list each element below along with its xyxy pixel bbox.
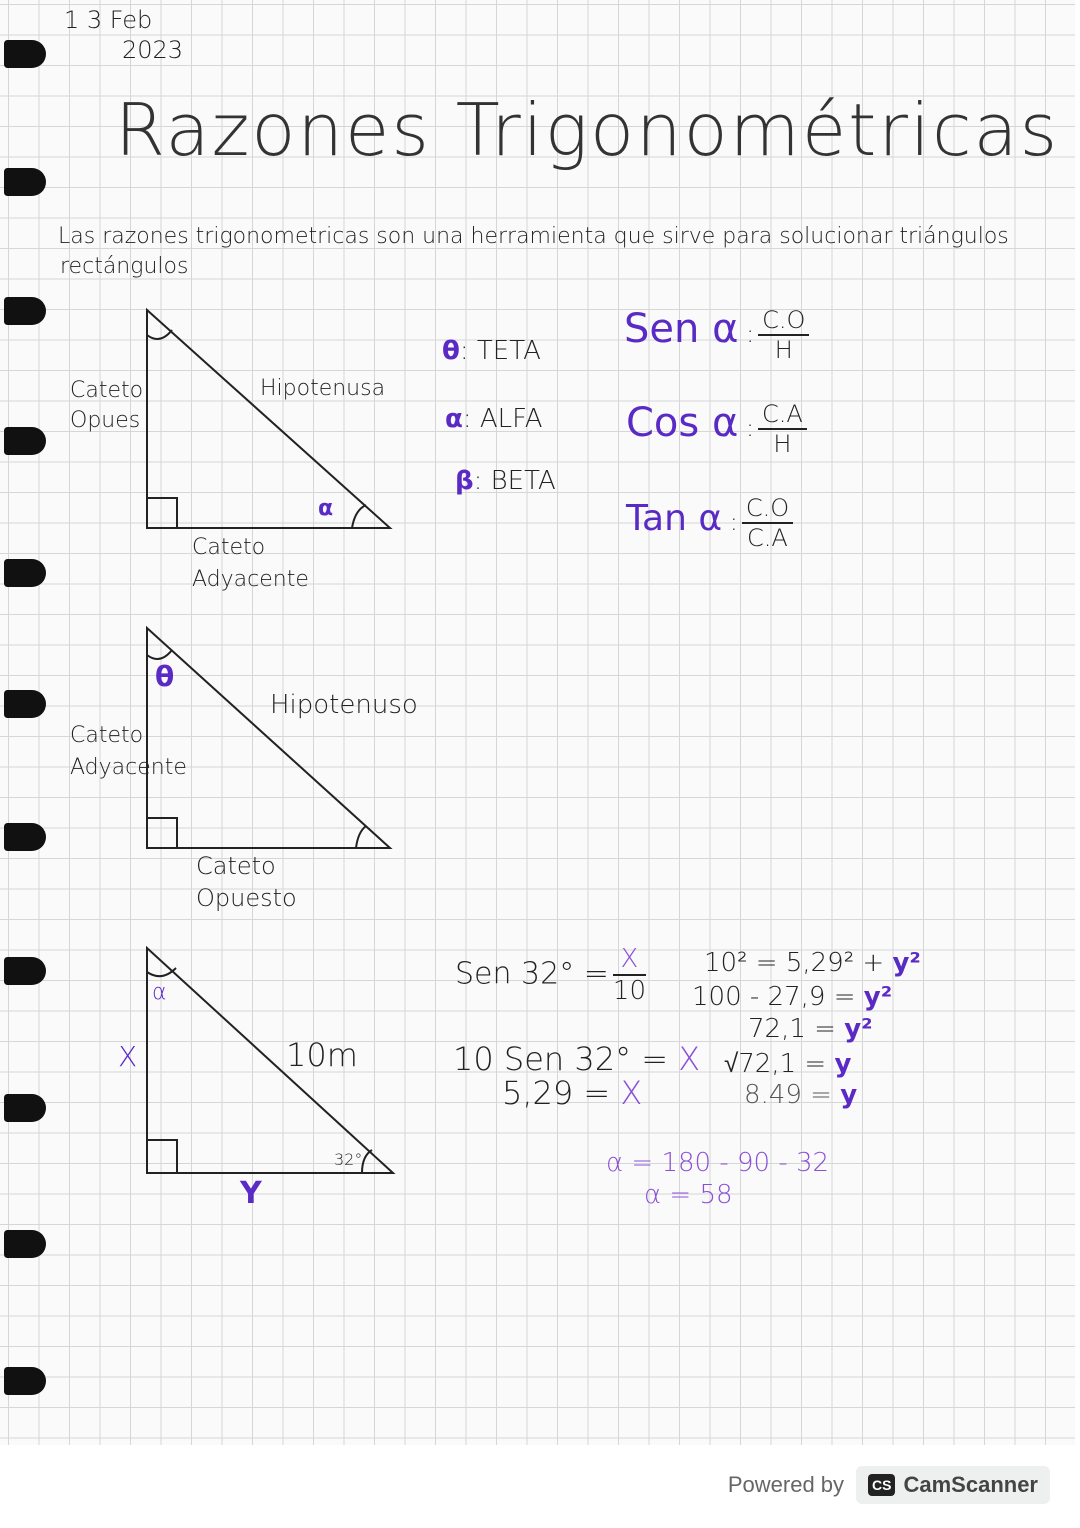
greek-alpha: α: ALFA: [445, 404, 543, 434]
angle-arc: [147, 330, 172, 339]
t3-alpha-mark: α: [152, 980, 167, 1005]
t1-alpha-mark: α: [318, 496, 334, 521]
solution-x-eq3: 5,29 = X: [502, 1074, 643, 1112]
ratio-cos: Cos α : $\frac{C.A}{H}$: [626, 400, 807, 458]
solution-x-eq2: 10 Sen 32° = X: [453, 1040, 701, 1078]
t2-hypotenuse-label: Hipotenuso: [270, 690, 418, 720]
greek-beta: β: BETA: [455, 466, 556, 496]
t3-hypotenuse: 10m: [286, 1036, 358, 1074]
solution-alpha-1: α = 180 - 90 - 32: [606, 1148, 830, 1178]
t3-side-y: Y: [240, 1176, 262, 1211]
solution-y-line: 100 - 27,9 = y²: [692, 982, 893, 1012]
camscanner-logo-icon: CS: [868, 1474, 895, 1496]
solution-y-line: √72,1 = y: [724, 1049, 852, 1079]
t3-angle-32: 32°: [334, 1150, 363, 1169]
solution-x-eq1: Sen 32° = $\frac{X}{10}$: [455, 944, 646, 1006]
camscanner-footer: [728, 1466, 1050, 1504]
t2-theta-mark: θ: [155, 660, 175, 693]
date-day: 1 3 Feb: [64, 6, 153, 34]
t1-adjacent-label: Cateto Adyacente: [192, 535, 309, 592]
t2-adjacent-label: Cateto Adyacente: [70, 723, 187, 780]
angle-arc: [352, 505, 366, 528]
t2-opposite-label: Cateto Opuesto: [196, 852, 297, 912]
intro-line-1: Las razones trigonometricas son una herramienta que sirve para solucionar triángulos: [58, 224, 1009, 249]
t1-hypotenuse-label: Hipotenusa: [260, 376, 386, 401]
angle-arc: [147, 650, 172, 659]
t1-opposite-label: Cateto Opues: [70, 378, 144, 433]
ratio-sen: Sen α : $\frac{C.O}{H}$: [624, 306, 809, 364]
date-year: 2023: [122, 36, 184, 64]
greek-theta: θ: TETA: [442, 336, 541, 366]
triangle-1: [147, 310, 390, 528]
solution-y-line: 10² = 5,29² + y²: [704, 948, 921, 978]
solution-y-line: 8.49 = y: [744, 1080, 858, 1110]
right-angle-mark: [147, 498, 177, 528]
camscanner-badge: [856, 1466, 1050, 1504]
solution-alpha-2: α = 58: [644, 1180, 733, 1210]
intro-line-2: rectángulos: [60, 254, 189, 279]
powered-by-label: Powered by: [727, 1472, 845, 1497]
ratio-tan: Tan α : $\frac{C.O}{C.A}$: [626, 494, 793, 552]
right-angle-mark: [147, 818, 177, 848]
angle-arc: [356, 826, 366, 848]
camscanner-brand: CamScanner: [903, 1472, 1038, 1497]
t3-side-x: X: [118, 1040, 138, 1073]
right-angle-mark: [147, 1140, 177, 1173]
solution-y-line: 72,1 = y²: [748, 1014, 873, 1044]
page-title: Razones Trigonométricas: [115, 88, 1060, 172]
